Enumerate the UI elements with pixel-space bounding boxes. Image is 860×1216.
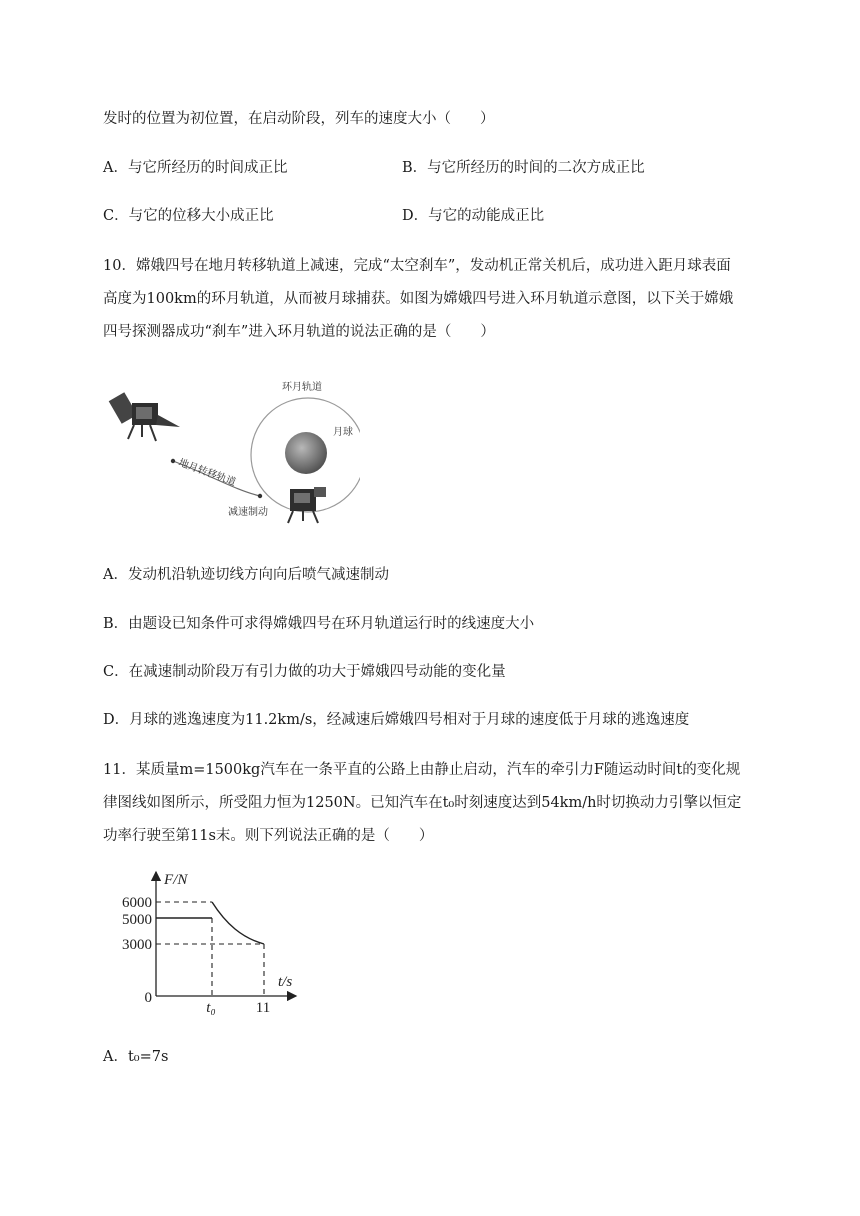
y-tick-0: 0: [144, 990, 152, 1006]
q10-option-a: A．发动机沿轨迹切线方向向后喷气减速制动: [103, 567, 389, 583]
q10-option-c: C．在减速制动阶段万有引力做的功大于嫦娥四号动能的变化量: [103, 664, 506, 680]
y-axis-label: F/N: [164, 872, 188, 888]
q11-stem-line1: 11．某质量m=1500kg汽车在一条平直的公路上由静止启动，汽车的牵引力F随运动时间t的变化规: [103, 762, 741, 778]
q10-stem-line1: 10．嫦娥四号在地月转移轨道上减速，完成“太空刹车”，发动机正常关机后，成功进入距月球表面: [103, 258, 731, 274]
q10-option-d: D．月球的逃逸速度为11.2km/s，经减速后嫦娥四号相对于月球的速度低于月球的逃逸速度: [103, 712, 690, 728]
moon-icon: [285, 432, 327, 474]
q9-stem-tail: 发时的位置为初位置，在启动阶段，列车的速度大小（ ）: [103, 111, 495, 127]
q10-stem-line3: 四号探测器成功“刹车”进入环月轨道的说法正确的是（ ）: [103, 324, 495, 340]
x-tick-t0: t₀: [206, 1000, 216, 1016]
probe-icon-lower: [288, 487, 326, 523]
force-time-chart: [108, 862, 318, 1022]
q9-option-b: B．与它所经历的时间的二次方成正比: [402, 160, 645, 176]
q9-option-a: A．与它所经历的时间成正比: [103, 160, 288, 176]
lunar-orbit-figure: [100, 375, 360, 535]
q11-option-a: A．t₀=7s: [103, 1049, 169, 1065]
q9-option-d: D．与它的动能成正比: [402, 208, 545, 224]
probe-icon-upper: [109, 392, 180, 441]
q11-stem-line2: 律图线如图所示，所受阻力恒为1250N。已知汽车在t₀时刻速度达到54km/h时切换动力引擎以恒定: [103, 795, 742, 811]
transfer-orbit-label: 地月转移轨道: [176, 457, 238, 489]
braking-point-dot: [258, 494, 262, 498]
y-tick-3000: 3000: [122, 937, 152, 953]
q10-stem-line2: 高度为100km的环月轨道，从而被月球捕获。如图为嫦娥四号进入环月轨道示意图，以下关于嫦娥: [103, 291, 734, 307]
x-tick-11: 11: [255, 1000, 271, 1016]
braking-label: 减速制动: [228, 507, 268, 518]
q10-option-b: B．由题设已知条件可求得嫦娥四号在环月轨道运行时的线速度大小: [103, 616, 535, 632]
q9-option-c: C．与它的位移大小成正比: [103, 208, 274, 224]
moon-label: 月球: [333, 427, 353, 438]
series-decreasing-force: [212, 902, 264, 944]
transfer-start-dot: [171, 459, 175, 463]
q11-stem-line3: 功率行驶至第11s末。则下列说法正确的是（ ）: [103, 828, 434, 844]
y-tick-5000: 5000: [122, 912, 152, 928]
orbit-label: 环月轨道: [282, 382, 322, 393]
x-axis-label: t/s: [278, 974, 293, 990]
y-tick-6000: 6000: [122, 895, 152, 911]
